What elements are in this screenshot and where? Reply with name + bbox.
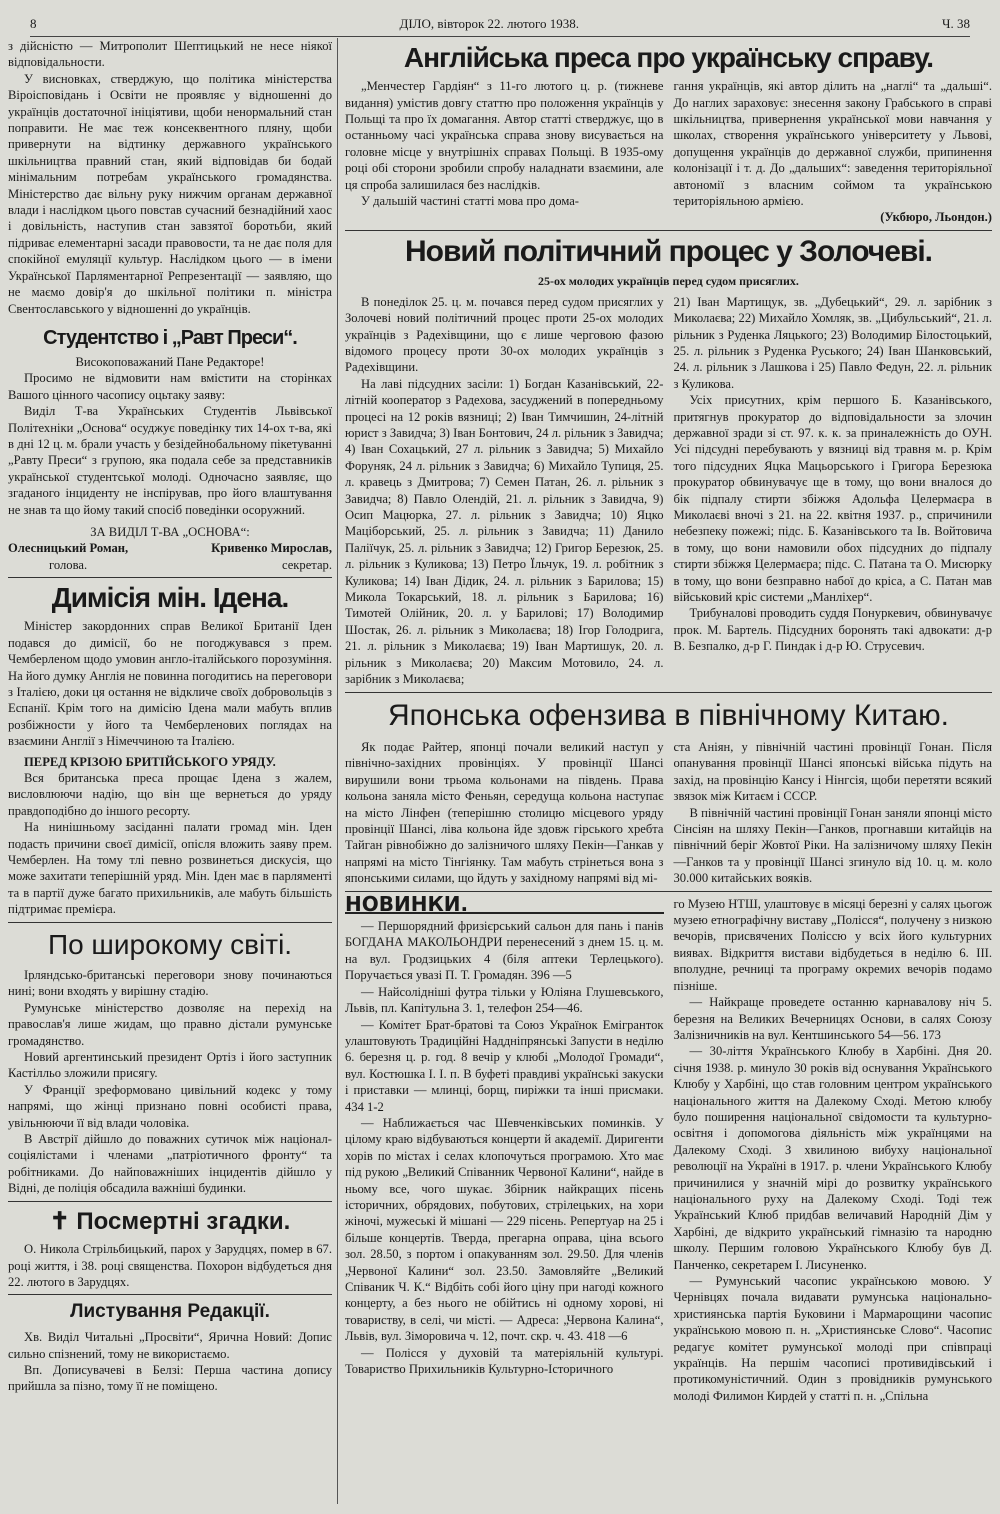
divider xyxy=(8,577,332,578)
paragraph: Хв. Виділ Читальні „Просвіти“, Ярична Новий: Допис сильно спізнений, тому не використаємо. xyxy=(8,1330,332,1361)
news-item: — Першорядний фризієрський сальон для пань і панів БОГДАНА МАКОЛЬОНДРИ перенесений з днем 15. ц. м. на вул. Гродзицьких 4 (біля аптеки Терлецького). Поручається увазі П. Т. Громадян. 396 —5 xyxy=(345,919,664,983)
signatures xyxy=(8,540,332,573)
divider xyxy=(345,230,992,231)
news-item: — Комітет Брат-братові та Союз Українок Емігранток улаштовують Традиційні Наддніпрянські Запусти в неділю 6. березня ц. р. год. 8 вечір у клюбі „Молодої Громади“, вул. Костюшка І. І. п. В буфеті правдиві українські закуски і приставки — млинці, борщ, пиріжки та інші присмаки. 434 1-2 xyxy=(345,1017,664,1114)
section-title: НОВИНКИ. xyxy=(345,896,664,914)
paragraph: Ірляндсько-британські переговори знову починаються нині; вони входять у вирішну стадію. xyxy=(8,967,332,999)
article-title xyxy=(8,1208,332,1236)
subheading: ПЕРЕД КРІЗОЮ БРИТІЙСЬКОГО УРЯДУ. xyxy=(24,754,276,769)
paragraph: гання українців, які автор ділить на „наглі“ та „дальші“. До наглих зараховує: знесення закону Грабського в справі шкільництва, привернення української мови навчання у школах, створення українського університету у Львові, допущення українців до державної служби, припинення колонізації і т. д. До „дальших“: заведення територіяльної автономії з власним соймом та українською територіяльною армією. xyxy=(673,79,992,209)
signer-role: голова. xyxy=(49,557,88,572)
divider xyxy=(8,922,332,923)
paragraph: „Менчестер Гардіян“ з 11-го лютого ц. р. (тижневе видання) умістив довгу статтю про положення українців у Польщі та про їх домагання. Автор статті стверджує, що в останньому часі українська справа знову висувається на головне місце у внутрішніх справах Польщі. В 1935-ому році обі сторони зробили спробу наладнати взаємини, але ця спроба залишилася без наслідків. xyxy=(345,79,664,192)
paragraph: Усіх присутних, крім першого Б. Казанівського, притягнув прокуратор до відповідальности за злочин державної зради зі ст. 97. к. к. за приналежність до ОУН. Усі підсудні перебувають у вязниці від травня м. р. Крім того підсудних Яцка Мацьорського і Григора Березюка прокуратор обвинувачує ще в тому, що вони вналося до бік підпалу стирти збіжжя Адольфа Целермаєра в Миколаєві вночі з 21. на 22. квітня 1937. р., спричинили небезпеку пожежі; підс. Б. Казанівського та Ів. Войтовича в тому, що вони намовили обох підсудних до підпалу стирти збіжжя Целермаєра; підс. С. Патана та О. Мисюрку в тому, що вони безправно набої до кріса, а С. Патан мав військовий кріс системи „Манліхер“. xyxy=(673,393,992,605)
paragraph: Трибуналові проводить суддя Понуркевич, обвинувачує прок. М. Бартель. Підсудних боронять такі адвокати: д-р В. Безпалко, д-р Г. Пиндак і д-р Ю. Струсевич. xyxy=(673,606,992,654)
signer: Кривенко Мирослав, xyxy=(211,541,332,556)
article-title: Японська офензива в північному Китаю. xyxy=(387,698,950,732)
obit-title: Посмертні згадки. xyxy=(76,1207,291,1235)
paragraph: На лаві підсудних засіли: 1) Богдан Казанівський, 22-літній кооператор з Радехова, засуджений в попередньому процесі на 12 років вязниці; 2) Іван Тимчишин, 24-літній юрист з Завидча; 3) Іван Бонтович, 24 л. рільник з Завидча; 4) Іван Сохацький, 27 л. рільник з Завидча; 5) Михайло Форуняк, 24 л. рільник з Завидча; 6) Михайло Тупиця, 25. л. кравець з Дмитрова; 7) Семен Патан, 26. л. рільник з Завидча; 8) Павло Олендій, 21. л. рільник з Завидча, 9) Осип Мацюрка, 27. л. рільник з Завидча; 10) Яцко Маціборський, 25. л. рільник з Завидча; 11) Данило Паліїчук, 25. л. рільник з Завидча; 12) Григор Березюк, 25. л. рільник з Куликова; 13) Петро Їльчук, 19. л. робітник з Куликова; 14) Іван Дідик, 24. л. рільник з Барилова; 15) Микола Токарський, 18. л. рільник з Барилова; 16) Тимотей Олійник, 20. л. у Барилові; 17) Володимир Шостак, 26. л. рільник з Миколаєва; 18) Ігор Голодрига, 21. л. рільник з Миколаєва; 19) Іван Мартишук, 20. л. рільник з Миколаєва; 20) Максим Мотовило, 24. л. зарібник з Миколаєва; xyxy=(345,376,664,687)
article-title: Димісія мін. Ідена. xyxy=(51,582,289,614)
news-item: — Наближається час Шевченківських поминків. У цілому краю відбуваються концерти й академії. Диригенти хорів по містах і селах клопочуться програмою. Хто має під рукою „Великий Співанник Червоної Калини“, найде в ньому все, чого шукає. Збірник найкращих пісень історичних, обрядових, побутових, стрілецьких, на хори жіночі, мужеські й мішані — 229 пісень. Репертуар на 25 і більше концертів. Тверда, прегарна оправа, ціна всього зол. 28.50, з портом і опакуванням зол. 29.50. Для членів „Червоної Калини“ зол. 23.50. Замовляйте „Великий Співаник Ч. К.“ Відбіть собі його ціну при нагоді кожного концерту, а без нього не обійтись ні одному хорові, ні товариству, в селі, чи місті. — Адреса: „Червона Калина“, Львів, вул. Зіморовича ч. 12, почт. скр. ч. 43. 418 —6 xyxy=(345,1115,664,1344)
news-item: — Румунський часопис українською мовою. У Чернівцях почала видавати румунська національно-християнська партія Буковини і Мармарощини часопис українською мовою п. н. „Християнське Слово“. Часопис редагує комітет румунської молоді при співпраці українців. На першім часописі противидівський і протикомуністичний. Один з провідників румунського молоді Филимон Кирдей у статті п. н. „Спільна xyxy=(673,1274,992,1403)
paragraph: Румунське міністерство дозволяє на перехід на православ'я лише жидам, що правно дістали румунське громадянство. xyxy=(8,1000,332,1048)
paragraph: Новий аргентинський президент Ортіз і його заступник Кастілльо зложили присягу. xyxy=(8,1049,332,1081)
article-title: Англійська преса про українську справу. xyxy=(403,42,934,73)
paragraph: Як подає Райтер, японці почали великий наступ у північно-західних провінціях. У провінції Шансі вирушили вони трьома кольонами на південь. Права кольона заняла місто Феньян, середуща кольона наступає на місто Лінфен (теперішню столицю місцевого уряду провінції Шансі, ліва кольона йде здовж гірського хребта Тайган рівнобіжно до залізничого шляху Пекін—Ганкав у напрямі на місто Тінгіянку. Там мабуть стрінеться вона з японськими силами, що йдуть у західному напрямі від мі- xyxy=(345,740,664,886)
article-title: По широкому світі. xyxy=(47,928,293,960)
divider xyxy=(8,1294,332,1295)
signer: Олесницький Роман, xyxy=(8,541,129,556)
page-number: 8 xyxy=(30,16,37,31)
greeting: Високоповажаний Пане Редакторе! xyxy=(75,354,265,369)
page-header xyxy=(30,16,970,37)
paragraph: Вп. Дописувачеві в Белзі: Перша частина допису прийшла за пізно, тому її не поміщено. xyxy=(8,1363,332,1394)
paragraph: У висновках, стверджую, що політика міністерства Віроісповідань і Освіти не проявляє у відношенні до українців достаточної ініціятиви, щоби ненормальний стан поправити. Не має теж консеквентного пляну, щоби привернути на відтинку державного українського шкільництва правний стан, який відповідав би бодай мінімальним потребам українського громадянства. Міністерство дає вільну руку нижчим органам державної влади і наслідком цього повстав сучасний безнадійний хаос і довільність, наступив стан завзятої боротьби, який підриває елементарні засади правовости, та не дає поля для спокійної емуляції культур. Наслідком цього — в імени Української Парляментарної Репрезентації — заявляю, що не маємо довір'я до шкільної політики п. міністра Свентославського у відношенні до українців. xyxy=(8,71,332,316)
paragraph: В північній частині провінції Гонан заняли японці місто Сінсіян на шляху Пекін—Ганков, прогнавши китайців на північний беріг Жовтої Ріки. На залізничому шляху Пекін—Ганков та у провінції Шансі згинуло від 10. ц. м. коло 30.000 китайських вояків. xyxy=(673,805,992,886)
divider xyxy=(8,1201,332,1202)
paragraph: Міністер закордонних справ Великої Британії Іден подався до димісії, бо не погоджувався з прем. Чемберленом щодо умовин англо-італійського порозуміння. На його думку Англія не повинна погодитись на переговори з Італією, доки ця остання не відкличе своїх добровольців з Еспанії. Крім того на димісію Ідена мали мабуть вплив розбіжности у його та Чемберленових поглядах на взаємини Англії з Німеччиною та Італією. xyxy=(8,619,332,749)
signer-role: секретар. xyxy=(281,557,332,572)
article-body xyxy=(345,78,992,226)
article-title: Новий політичний процес у Золочеві. xyxy=(404,234,932,268)
paragraph: О. Никола Стрільбицький, парох у Зарудцях, помер в 67. році життя, і 38. році священства. Похорон відбудеться дня 22. лютого в Зарудцях. xyxy=(8,1242,332,1289)
org-name: ЗА ВИДІЛ Т-ВА „ОСНОВА“: xyxy=(90,524,250,539)
article-title: Студентство і „Равт Преси“. xyxy=(43,326,297,349)
masthead: ДІЛО, вівторок 22. лютого 1938. xyxy=(399,16,580,31)
right-section xyxy=(345,38,992,1404)
paragraph: Просимо не відмовити нам вмістити на сторінках Вашого цінного часопису оцьтаку заяву: xyxy=(8,371,332,402)
paragraph: На нинішньому засіданні палати громад мін. Іден подасть причини своєї димісії, опісля вложить заяву прем. Чемберлен. На тому тлі певно розвинеться дискусія, що може захитати теперішній уряд. Мін. Іден має в парляменті та в партії дуже багато прихильників, але мабуть більшість підтримає премієра. xyxy=(8,820,332,917)
article-title: Листування Редакції. xyxy=(70,1301,270,1323)
divider xyxy=(345,692,992,693)
issue-number: Ч. 38 xyxy=(942,16,970,31)
article-body xyxy=(345,739,992,887)
article-subtitle: 25-ох молодих українців перед судом присяглих. xyxy=(538,274,799,289)
left-column xyxy=(8,38,332,1395)
paragraph: В Австрії дійшло до поважних сутичок між націонал-соціялістами і членами „патріотичного фронту“ та робітниками. До найповажніших інцидентів дійшло у Відні, де поліція обсадила важніші будинки. xyxy=(8,1131,332,1196)
news-item: — Полісся у духовій та матеріяльній культурі. Товариство Прихильників Культурно-Історичного xyxy=(345,1345,664,1377)
paragraph: 21) Іван Мартищук, зв. „Дубецький“, 29. л. зарібник з Миколаєва; 22) Михайло Хомляк, зв. „Цибульський“, 21. л. рільник з Руденка Ляцького; 23) Володимир Білостоцький, 25. л. рільник з Руденка Руського; 24) Іван Шанковський, 24. л. рільник з Лашкова і 25) Павло Федун, 22. л. рільник з Куликова. xyxy=(673,294,992,391)
column-divider xyxy=(337,38,338,1504)
news-item: — 30-ліття Українського Клюбу в Харбіні. Дня 20. січня 1938. р. минуло 30 років від оснування Українського Клюбу у Харбіні, що став головним центром українського національного життя на Далекому Сході. Метою клюбу було поширення національної свідомости та культурно-освітня і допомогова діяльність між українцями на Далекому Сході. З хвилиною вибуху національної революції на Україні в 1917. р. члени Українського Клюбу причинилися у значній мірі до розвитку українського національного руху на Далекому Сході. Тоді теж Український Клюб придбав величавий Народній Дім у Харбіні, де відкрито український гімназію та народню школу. Першим головою Українського Клюбу був Д. Панченко, секретарем І. Лисуненко. xyxy=(673,1044,992,1272)
paragraph: У дальшій частині статті мова про дома- xyxy=(361,194,579,209)
paragraph: ста Аніян, у північній частині провінції Гонан. Після опанування провінції Шансі японські війська підуть на захід, на провінцію Кансу і Нінгсія, щоби перетяти всякий звязок між Китаєм і СССР. xyxy=(673,740,992,804)
paragraph: В понеділок 25. ц. м. почався перед судом присяглих у Золочеві новий політичний процес проти 25-ох молодих українців з Радехівщини, що є лише черговою фазою відомого процесу проти 30-ох молодих українців з Радехівщини. xyxy=(345,294,664,375)
source: (Укбюро, Льондон.) xyxy=(880,210,992,225)
paragraph: У Франції зреформовано цивільний кодекс у тому напрямі, що жінці признано повні особисті права, увільнюючи її від влади чоловіка. xyxy=(8,1082,332,1130)
article-body xyxy=(345,294,992,688)
cross-icon: ✝ xyxy=(49,1207,70,1235)
news-item: — Найсолідніші футра тільки у Юліяна Глушевського, Львів, пл. Капітульна 3. 1, телефон 254—46. xyxy=(345,984,664,1016)
news-item: — Найкраще проведете останню карнавалову ніч 5. березня на Великих Вечерницях Основи, в салях Союзу Залізничників на вул. Кентшинського 54—56. 173 xyxy=(673,995,992,1042)
news-item: го Музею НТШ, улаштовує в місяці березні у салях цьогож музею етнографічну виставу „Полісся“, получену з низкою вечорів, присвячених Поліссю у всіх його культурних виявах. Відкриття вистави відбудеться в неділю 6. III. вполудне, речниці та програму окремих вечорів подамо пізніше. xyxy=(673,896,992,993)
news-section xyxy=(345,891,992,1405)
paragraph: Вся британська преса прощає Ідена з жалем, висловлюючи надію, що він ще вернеться до уряду правдоподібно до іншого ресорту. xyxy=(8,771,332,818)
paragraph: Виділ Т-ва Українських Студентів Львівської Політехніки „Основа“ осуджує поведінку тих 14-ох т-ва, які в дні 12 ц. м. брали участь у безідейнобальному пікетуванні „Равту Преси“ з групою, яка подала себе за представників української студентської молоді. Одночасно заявляє, що згаданого інциденту не інспірував, про його влаштування не знав та що йому такий спосіб поведінки осоружний. xyxy=(8,404,332,517)
paragraph: з дійсністю — Митрополит Шептицький не несе ніякої відповідальности. xyxy=(8,39,332,70)
